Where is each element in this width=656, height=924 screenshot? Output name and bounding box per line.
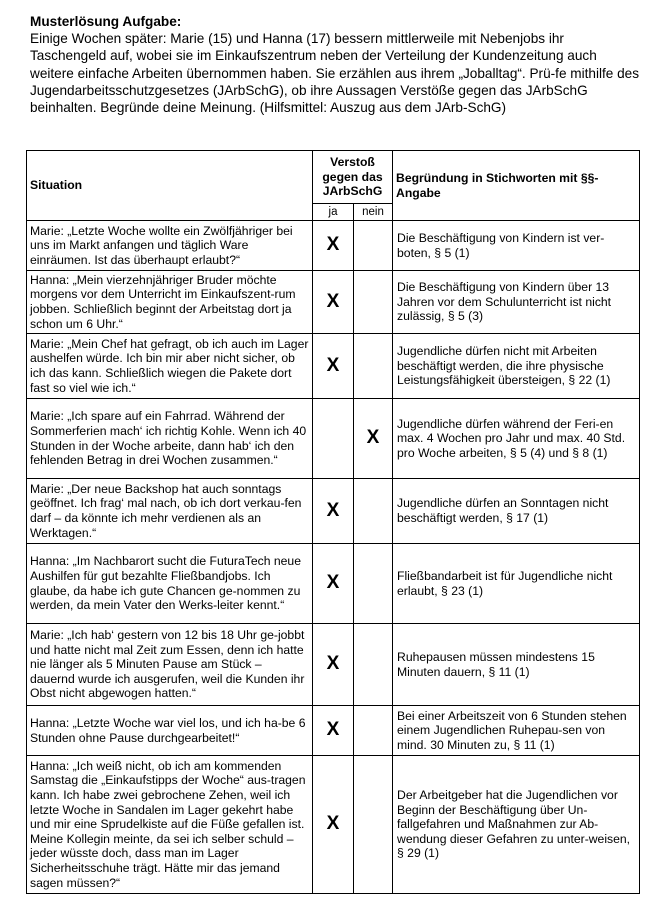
header-no: nein [354, 204, 393, 221]
reason-cell: Jugendliche dürfen nicht mit Arbeiten beschäftigt werden, die ihre physische Leistungsfähigkeit übersteigen, § 22 (1) [393, 334, 640, 399]
violation-yes-cell: X [313, 334, 354, 399]
violation-yes-cell: X [313, 479, 354, 544]
reason-cell: Die Beschäftigung von Kindern über 13 Jahren vor dem Schulunterricht ist nicht zulässig, § 5 (3) [393, 271, 640, 334]
table-row [27, 221, 640, 271]
violation-no-cell [354, 756, 393, 894]
table-row [27, 706, 640, 756]
reason-cell: Jugendliche dürfen an Sonntagen nicht beschäftigt werden, § 17 (1) [393, 479, 640, 544]
table-row [27, 756, 640, 894]
reason-cell: Die Beschäftigung von Kindern ist ver-boten, § 5 (1) [393, 221, 640, 271]
situation-cell: Marie: „Ich spare auf ein Fahrrad. Während der Sommerferien mach‘ ich richtig Kohle. Wenn ich 40 Stunden in der Woche arbeite, dann hab‘ ich den fehlenden Betrag in drei Wochen zusammen.“ [27, 399, 313, 479]
task-text: Einige Wochen später: Marie (15) und Hanna (17) bessern mittlerweile mit Nebenjobs ihr Taschengeld auf, wobei sie im Einkaufszentrum neben der Verteilung der Kundenzeitung auch weitere einfache Arbeiten übernommen haben. Sie erzählen aus ihrem „Joballtag“. Prü-fe mithilfe des Jugendarbeitsschutzgesetzes (JArbSchG), ob ihre Aussagen Verstöße gegen das JArbSchG beinhalten. Begründe deine Meinung. (Hilfsmittel: Auszug aus dem JArb-SchG) [30, 31, 640, 116]
reason-cell: Jugendliche dürfen während der Feri-en max. 4 Wochen pro Jahr und max. 40 Std. pro Woche arbeiten, § 5 (4) und § 8 (1) [393, 399, 640, 479]
violation-yes-cell: X [313, 271, 354, 334]
table-row [27, 271, 640, 334]
situation-cell: Marie: „Mein Chef hat gefragt, ob ich auch im Lager aushelfen würde. Ich bin mir aber nicht sicher, ob ich das kann. Schließlich wiegen die Pakete dort fast so viel wie ich.“ [27, 334, 313, 399]
header-yes: ja [313, 204, 354, 221]
situation-cell: Marie: „Der neue Backshop hat auch sonntags geöffnet. Ich frag‘ mal nach, ob ich dort verkau-fen darf – da könnte ich mehr verdienen als an Werktagen.“ [27, 479, 313, 544]
violation-yes-cell [313, 399, 354, 479]
table-row [27, 334, 640, 399]
violation-yes-cell: X [313, 756, 354, 894]
task-title: Musterlösung Aufgabe: [30, 14, 182, 29]
violation-no-cell: X [354, 399, 393, 479]
situation-cell: Hanna: „Mein vierzehnjähriger Bruder möchte morgens vor dem Unterricht im Einkaufszent-rum jobben. Schließlich beginnt der Arbeitstag dort ja schon um 6 Uhr.“ [27, 271, 313, 334]
violation-no-cell [354, 479, 393, 544]
violation-no-cell [354, 334, 393, 399]
header-reason: Begründung in Stichworten mit §§-Angabe [393, 151, 640, 221]
task-header [30, 13, 642, 116]
table-row [27, 479, 640, 544]
violation-yes-cell: X [313, 221, 354, 271]
violation-yes-cell: X [313, 706, 354, 756]
situation-cell: Hanna: „Letzte Woche war viel los, und ich ha-be 6 Stunden ohne Pause durchgearbeitet!“ [27, 706, 313, 756]
table-row [27, 399, 640, 479]
table-row [27, 544, 640, 624]
table-body [27, 221, 640, 894]
situation-cell: Hanna: „Ich weiß nicht, ob ich am kommenden Samstag die „Einkaufstipps der Woche“ aus-tragen kann. Ich habe zwei gebrochene Zehen, weil ich letzte Woche in Sandalen im Lager gekehrt habe und mir eine Sprudelkiste auf die Füße gefallen ist. Meine Kollegin meinte, da sei ich selber schuld – jeder wüsste doch, dass man im Lager Sicherheitsschuhe trägt. Hätte mir das jemand sagen müssen?“ [27, 756, 313, 894]
reason-cell: Fließbandarbeit ist für Jugendliche nicht erlaubt, § 23 (1) [393, 544, 640, 624]
situation-cell: Marie: „Letzte Woche wollte ein Zwölfjähriger bei uns im Markt anfangen und täglich Ware einräumen. Ist das überhaupt erlaubt?“ [27, 221, 313, 271]
table-row [27, 624, 640, 706]
violation-no-cell [354, 221, 393, 271]
violation-no-cell [354, 271, 393, 334]
solution-table [26, 150, 640, 894]
violation-yes-cell: X [313, 544, 354, 624]
header-violation: Verstoß gegen das JArbSchG [313, 151, 393, 204]
violation-yes-cell: X [313, 624, 354, 706]
reason-cell: Der Arbeitgeber hat die Jugendlichen vor Beginn der Beschäftigung über Un-fallgefahren und Maßnahmen zur Ab-wendung dieser Gefahren zu unter-weisen, § 29 (1) [393, 756, 640, 894]
situation-cell: Hanna: „Im Nachbarort sucht die FuturaTech neue Aushilfen für gut bezahlte Fließbandjobs. Ich glaube, da habe ich gute Chancen ge-nommen zu werden, da mein Vater den Werks-leiter kennt.“ [27, 544, 313, 624]
violation-no-cell [354, 706, 393, 756]
reason-cell: Bei einer Arbeitszeit von 6 Stunden stehen einem Jugendlichen Ruhepau-sen von mind. 30 Minuten zu, § 11 (1) [393, 706, 640, 756]
violation-no-cell [354, 624, 393, 706]
situation-cell: Marie: „Ich hab‘ gestern von 12 bis 18 Uhr ge-jobbt und hatte nicht mal Zeit zum Essen, denn ich hatte nie länger als 5 Minuten Pause am Stück – dauernd wurde ich ausgerufen, weil die Kunden ihr Obst nicht abgewogen hatten.“ [27, 624, 313, 706]
reason-cell: Ruhepausen müssen mindestens 15 Minuten dauern, § 11 (1) [393, 624, 640, 706]
header-situation: Situation [27, 151, 313, 221]
violation-no-cell [354, 544, 393, 624]
